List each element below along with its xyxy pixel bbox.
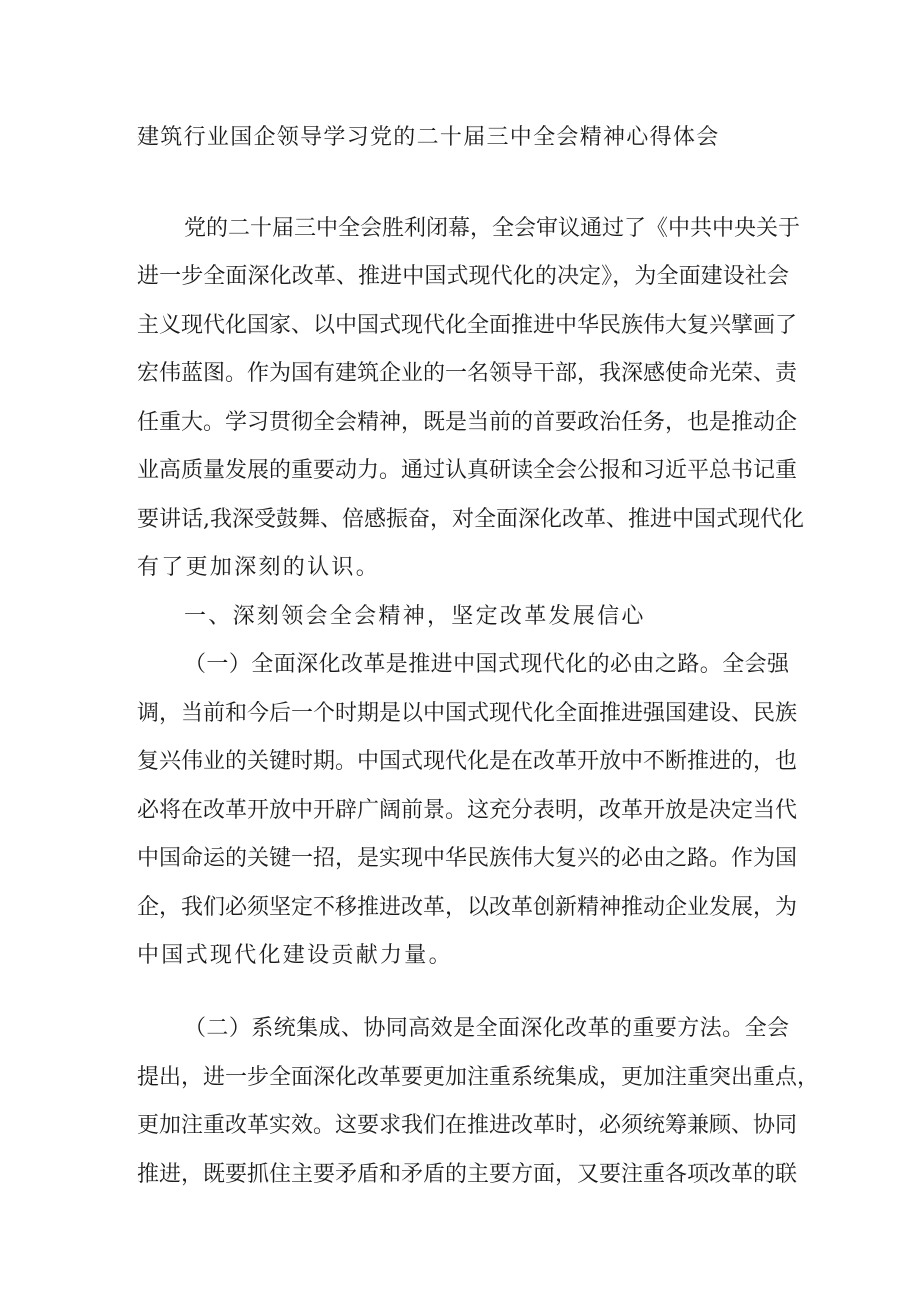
document-title: 建筑行业国企领导学习党的二十届三中全会精神心得体会	[137, 125, 720, 150]
paragraph-2-line-1: （一）全面深化改革是推进中国式现代化的必由之路。全会强	[184, 652, 789, 677]
paragraph-1-line-1: 党的二十届三中全会胜利闭幕，全会审议通过了《中共中央关于	[184, 216, 801, 241]
paragraph-2-line-7: 中国式现代化建设贡献力量。	[137, 943, 453, 968]
paragraph-2-line-6: 企，我们必须坚定不移推进改革，以改革创新精神推动企业发展，为	[137, 895, 798, 920]
paragraph-1-line-8: 有了更加深刻的认识。	[137, 555, 381, 580]
paragraph-3-line-1: （二）系统集成、协同高效是全面深化改革的重要方法。全会	[184, 1016, 789, 1041]
paragraph-1-line-7: 要讲话,我深受鼓舞、倍感振奋，对全面深化改革、推进中国式现代化	[137, 507, 804, 532]
paragraph-1-line-2: 进一步全面深化改革、推进中国式现代化的决定》，为全面建设社会	[137, 264, 789, 289]
paragraph-3-line-2: 提出，进一步全面深化改革要更加注重系统集成，更加注重突出重点，	[137, 1065, 820, 1090]
section-heading-1: 一、深刻领会全会精神，坚定改革发展信心	[184, 604, 646, 629]
paragraph-2-line-5: 中国命运的关键一招，是实现中华民族伟大复兴的必由之路。作为国	[137, 846, 798, 871]
paragraph-2-line-2: 调，当前和今后一个时期是以中国式现代化全面推进强国建设、民族	[137, 701, 798, 726]
paragraph-2-line-3: 复兴伟业的关键时期。中国式现代化是在改革开放中不断推进的，也	[137, 749, 798, 774]
paragraph-1-line-6: 业高质量发展的重要动力。通过认真研读全会公报和习近平总书记重	[137, 458, 798, 483]
paragraph-1-line-4: 宏伟蓝图。作为国有建筑企业的一名领导干部，我深感使命光荣、责	[137, 361, 798, 386]
paragraph-1-line-5: 任重大。学习贯彻全会精神，既是当前的首要政治任务，也是推动企	[137, 410, 798, 435]
paragraph-2-line-4: 必将在改革开放中开辟广阔前景。这充分表明，改革开放是决定当代	[137, 798, 798, 823]
paragraph-3-line-3: 更加注重改革实效。这要求我们在推进改革时，必须统筹兼顾、协同	[137, 1113, 798, 1138]
paragraph-3-line-4: 推进，既要抓住主要矛盾和矛盾的主要方面，又要注重各项改革的联	[137, 1162, 798, 1187]
paragraph-1-line-3: 主义现代化国家、以中国式现代化全面推进中华民族伟大复兴擘画了	[137, 313, 798, 338]
